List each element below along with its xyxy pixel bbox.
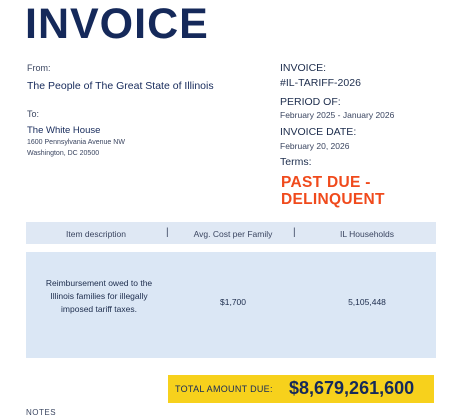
item-description: Reimbursement owed to the Illinois families for illegally imposed tariff taxes.: [45, 278, 153, 314]
invoice-date-label: INVOICE DATE:: [280, 126, 357, 138]
table-header: [26, 222, 436, 244]
invoice-date-value: February 20, 2026: [280, 141, 350, 151]
households-value: 5,105,448: [348, 297, 386, 307]
column-separator: |: [293, 227, 296, 238]
invoice-number: #IL-TARIFF-2026: [280, 77, 361, 89]
invoice-number-label: INVOICE:: [280, 62, 327, 74]
to-address-line1: 1600 Pennsylvania Avenue NW: [27, 139, 125, 146]
to-address-line2: Washington, DC 20500: [27, 150, 100, 157]
column-header-avg-cost: Avg. Cost per Family: [193, 229, 273, 239]
period-value: February 2025 - January 2026: [280, 110, 395, 120]
period-label: PERIOD OF:: [280, 96, 341, 108]
from-label: From:: [27, 63, 51, 73]
to-name: The White House: [27, 125, 101, 136]
notes-label: NOTES: [26, 408, 57, 417]
terms-label: Terms:: [280, 156, 312, 168]
total-amount-due: [168, 375, 434, 403]
table-row: [26, 252, 436, 358]
terms-value-line2: DELINQUENT: [281, 191, 385, 208]
invoice-title: INVOICE: [25, 0, 209, 48]
column-header-description: Item description: [66, 229, 126, 239]
terms-value: [281, 174, 385, 208]
total-label: TOTAL AMOUNT DUE:: [175, 384, 273, 394]
to-label: To:: [27, 109, 40, 119]
column-separator: |: [166, 227, 169, 238]
total-amount: $8,679,261,600: [289, 378, 415, 398]
avg-cost-value: $1,700: [220, 297, 246, 307]
terms-value-line1: PAST DUE -: [281, 174, 371, 191]
from-name: The People of The Great State of Illinois: [27, 80, 214, 92]
column-header-households: IL Households: [339, 229, 395, 239]
